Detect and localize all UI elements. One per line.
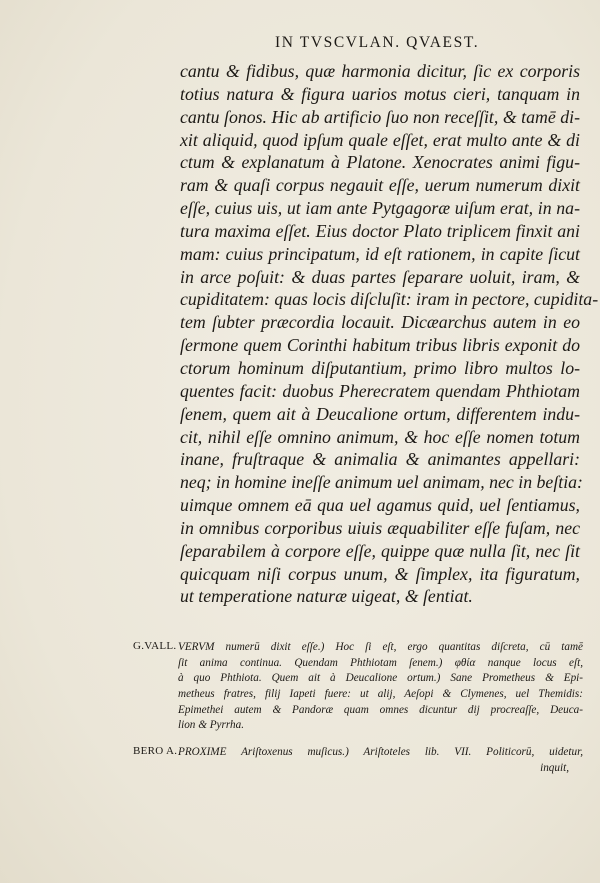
text-line: inane, fruſtraque & animalia & animantes appellari:: [180, 449, 580, 470]
main-text-block: [180, 60, 599, 608]
note-line: metheus fratres, filij Iapeti fuere: ut alij, Aeſopi & Clymenes, uel Themidis:: [178, 688, 583, 701]
note-line: à quo Phthiota. Quem ait à Deucalione ortum.) Sane Prometheus & Epi-: [178, 672, 583, 685]
text-line: mam: cuius principatum, id eſt rationem, in capite ſicut: [180, 243, 580, 264]
commentary-notes: [133, 640, 583, 788]
note-line: inquit,: [540, 761, 569, 774]
text-line: cantu ſonos. Hic ab artificio ſuo non receſſit, & tamē di-: [180, 106, 580, 127]
text-line: ſeparabilem à corpore eſſe, quippe quæ nulla ſit, nec ſit: [180, 540, 580, 561]
text-line: uimque omnem eā qua uel agamus quid, uel ſentiamus,: [180, 495, 580, 516]
running-head: IN TVSCVLAN. QVAEST.: [275, 34, 480, 51]
note-line: Epimethei autem & Pandoræ quam omnes dicuntur dij procreaſſe, Deuca-: [178, 703, 583, 716]
note-line: PROXIME Ariſtoxenus muſicus.) Ariſtoteles lib. VII. Politicorū, uidetur,: [178, 746, 583, 759]
commentator-marker: G.VALL.: [133, 640, 177, 652]
text-line: totius natura & figura uarios motus cieri, tanquam in: [180, 83, 580, 104]
text-line: ſermone quem Corinthi habitum tribus libris exponit do: [180, 335, 580, 356]
text-line: neq; in homine ineſſe animum uel animam, nec in beſtia:: [180, 472, 583, 493]
text-line: eſſe, cuius uis, ut iam ante Pytgagoræ uiſum erat, in na-: [180, 198, 580, 219]
note-line: ſit anima continua. Quendam Phthiotam ſenem.) φθία nanque locus eſt,: [178, 656, 583, 669]
commentator-marker: BERO A.: [133, 745, 178, 758]
text-line: xit aliquid, quod ipſum quale eſſet, erat multo ante & di: [180, 129, 580, 150]
note-line: VERVM numerū dixit eſſe.) Hoc ſi eſt, ergo quantitas diſcreta, cū tamē: [178, 641, 583, 653]
text-line: ſenem, quem ait à Deucalione ortum, differentem indu-: [180, 403, 580, 424]
text-line: ram & quaſi corpus negauit eſſe, uerum numerum dixit: [180, 175, 580, 196]
text-line: cit, nihil eſſe omnino animum, & hoc eſſe nomen totum: [180, 426, 580, 447]
text-line: tura maxima eſſet. Eius doctor Plato triplicem finxit ani: [180, 220, 580, 241]
text-line: tem ſubter præcordia locauit. Dicæarchus autem in eo: [180, 312, 580, 333]
text-line: quicquam niſi corpus unum, & ſimplex, ita figuratum,: [180, 563, 580, 584]
text-line: quentes facit: duobus Pherecratem quendam Phthiotam: [180, 380, 580, 401]
text-line: cupiditatem: quas locis diſcluſit: iram in pectore, cupidita-: [180, 289, 599, 310]
text-line: in omnibus corporibus uiuis æquabiliter eſſe fuſam, nec: [180, 517, 580, 538]
text-line: in arce poſuit: & duas partes ſeparare uoluit, iram, &: [180, 266, 580, 287]
text-line: ctum & explanatum à Platone. Xenocrates animi figu-: [180, 152, 580, 173]
commentary-note: [133, 640, 583, 734]
note-line: lion & Pyrrha.: [178, 719, 244, 732]
text-line: cantu & fidibus, quæ harmonia dicitur, ſic ex corporis: [180, 61, 580, 81]
text-line: ctorum hominum diſputantium, primo libro multos lo-: [180, 357, 580, 378]
text-line: ut temperatione naturæ uigeat, & ſentiat.: [180, 586, 473, 607]
commentary-note: [133, 745, 583, 776]
